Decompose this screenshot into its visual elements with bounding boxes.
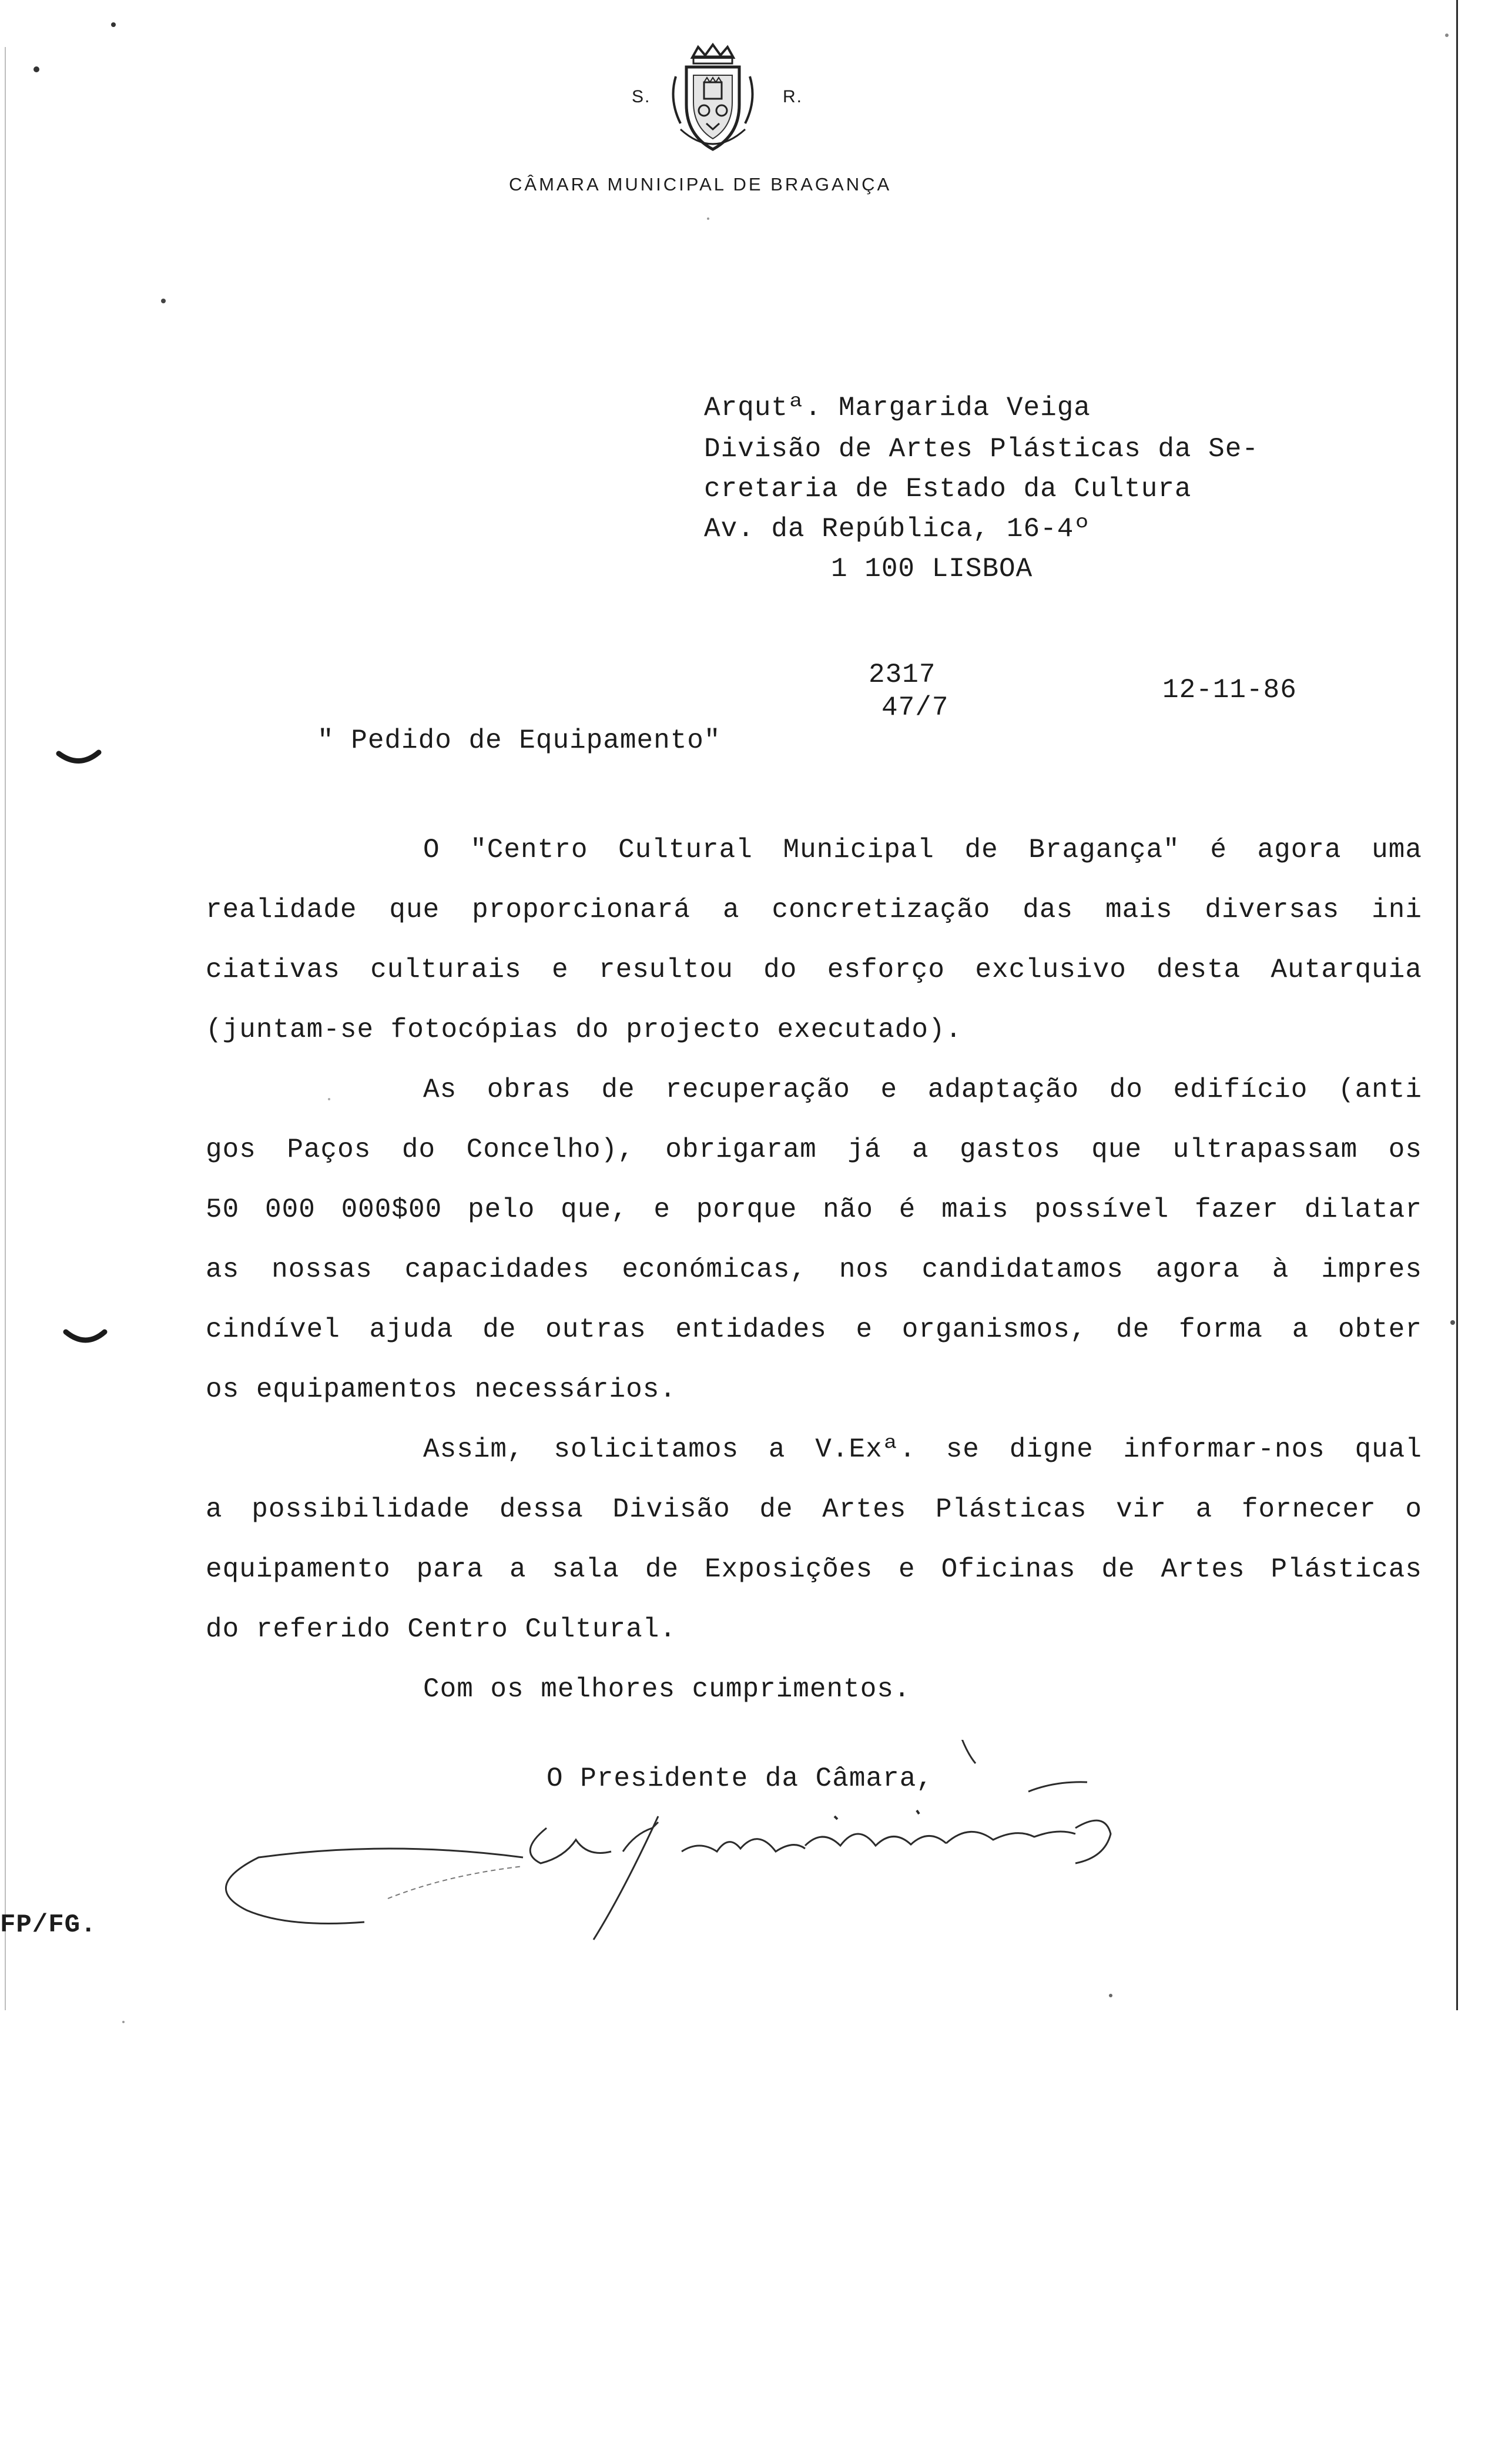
- handwritten-signature: [212, 1740, 1199, 1987]
- institution-name: CÂMARA MUNICIPAL DE BRAGANÇA: [509, 174, 892, 195]
- letter-date: 12-11-86: [1162, 675, 1297, 705]
- body-line: (juntam-se fotocópias do projecto executado).: [206, 1015, 963, 1045]
- body-line: as nossas capacidades económicas, nos candidatamos agora à impres: [206, 1254, 1422, 1285]
- body-line: cindível ajuda de outras entidades e organismos, de forma a obter: [206, 1314, 1422, 1345]
- body-line: a possibilidade dessa Divisão de Artes Plásticas vir a fornecer o: [206, 1494, 1422, 1525]
- recipient-name: Arqutª. Margarida Veiga: [704, 393, 1091, 423]
- coat-of-arms-icon: [663, 41, 763, 159]
- reference-process: 47/7: [881, 692, 949, 723]
- body-line: Assim, solicitamos a V.Exª. se digne informar-nos qual: [423, 1434, 1422, 1465]
- body-line: ciativas culturais e resultou do esforço exclusivo desta Autarquia: [206, 955, 1422, 985]
- recipient-division-cont: cretaria de Estado da Cultura: [704, 474, 1192, 504]
- letterhead-initial-right: R.: [783, 87, 803, 106]
- body-line: equipamento para a sala de Exposições e Oficinas de Artes Plásticas: [206, 1554, 1422, 1585]
- signature-title: O Presidente da Câmara,: [547, 1763, 933, 1794]
- body-line: O "Centro Cultural Municipal de Bragança" é agora uma: [423, 835, 1422, 865]
- body-line: As obras de recuperação e adaptação do edifício (anti: [423, 1074, 1422, 1105]
- typist-initials: FP/FG.: [0, 1910, 97, 1940]
- punch-mark-bottom: [66, 1332, 105, 1340]
- recipient-address: Av. da República, 16-4º: [704, 514, 1091, 544]
- reference-number: 2317: [869, 659, 936, 690]
- punch-mark-top: [59, 752, 99, 761]
- body-line: 50 000 000$00 pelo que, e porque não é mais possível fazer dilatar: [206, 1194, 1422, 1225]
- body-line: os equipamentos necessários.: [206, 1374, 676, 1405]
- letterhead-initial-left: S.: [632, 87, 651, 106]
- letter-subject: " Pedido de Equipamento": [317, 725, 721, 756]
- recipient-division: Divisão de Artes Plásticas da Se-: [704, 434, 1259, 464]
- recipient-city: 1 100 LISBOA: [831, 554, 1033, 584]
- body-line: do referido Centro Cultural.: [206, 1614, 676, 1645]
- body-line: gos Paços do Concelho), obrigaram já a gastos que ultrapassam os: [206, 1134, 1422, 1165]
- body-line: realidade que proporcionará a concretização das mais diversas ini: [206, 895, 1422, 925]
- closing-line: Com os melhores cumprimentos.: [423, 1674, 911, 1705]
